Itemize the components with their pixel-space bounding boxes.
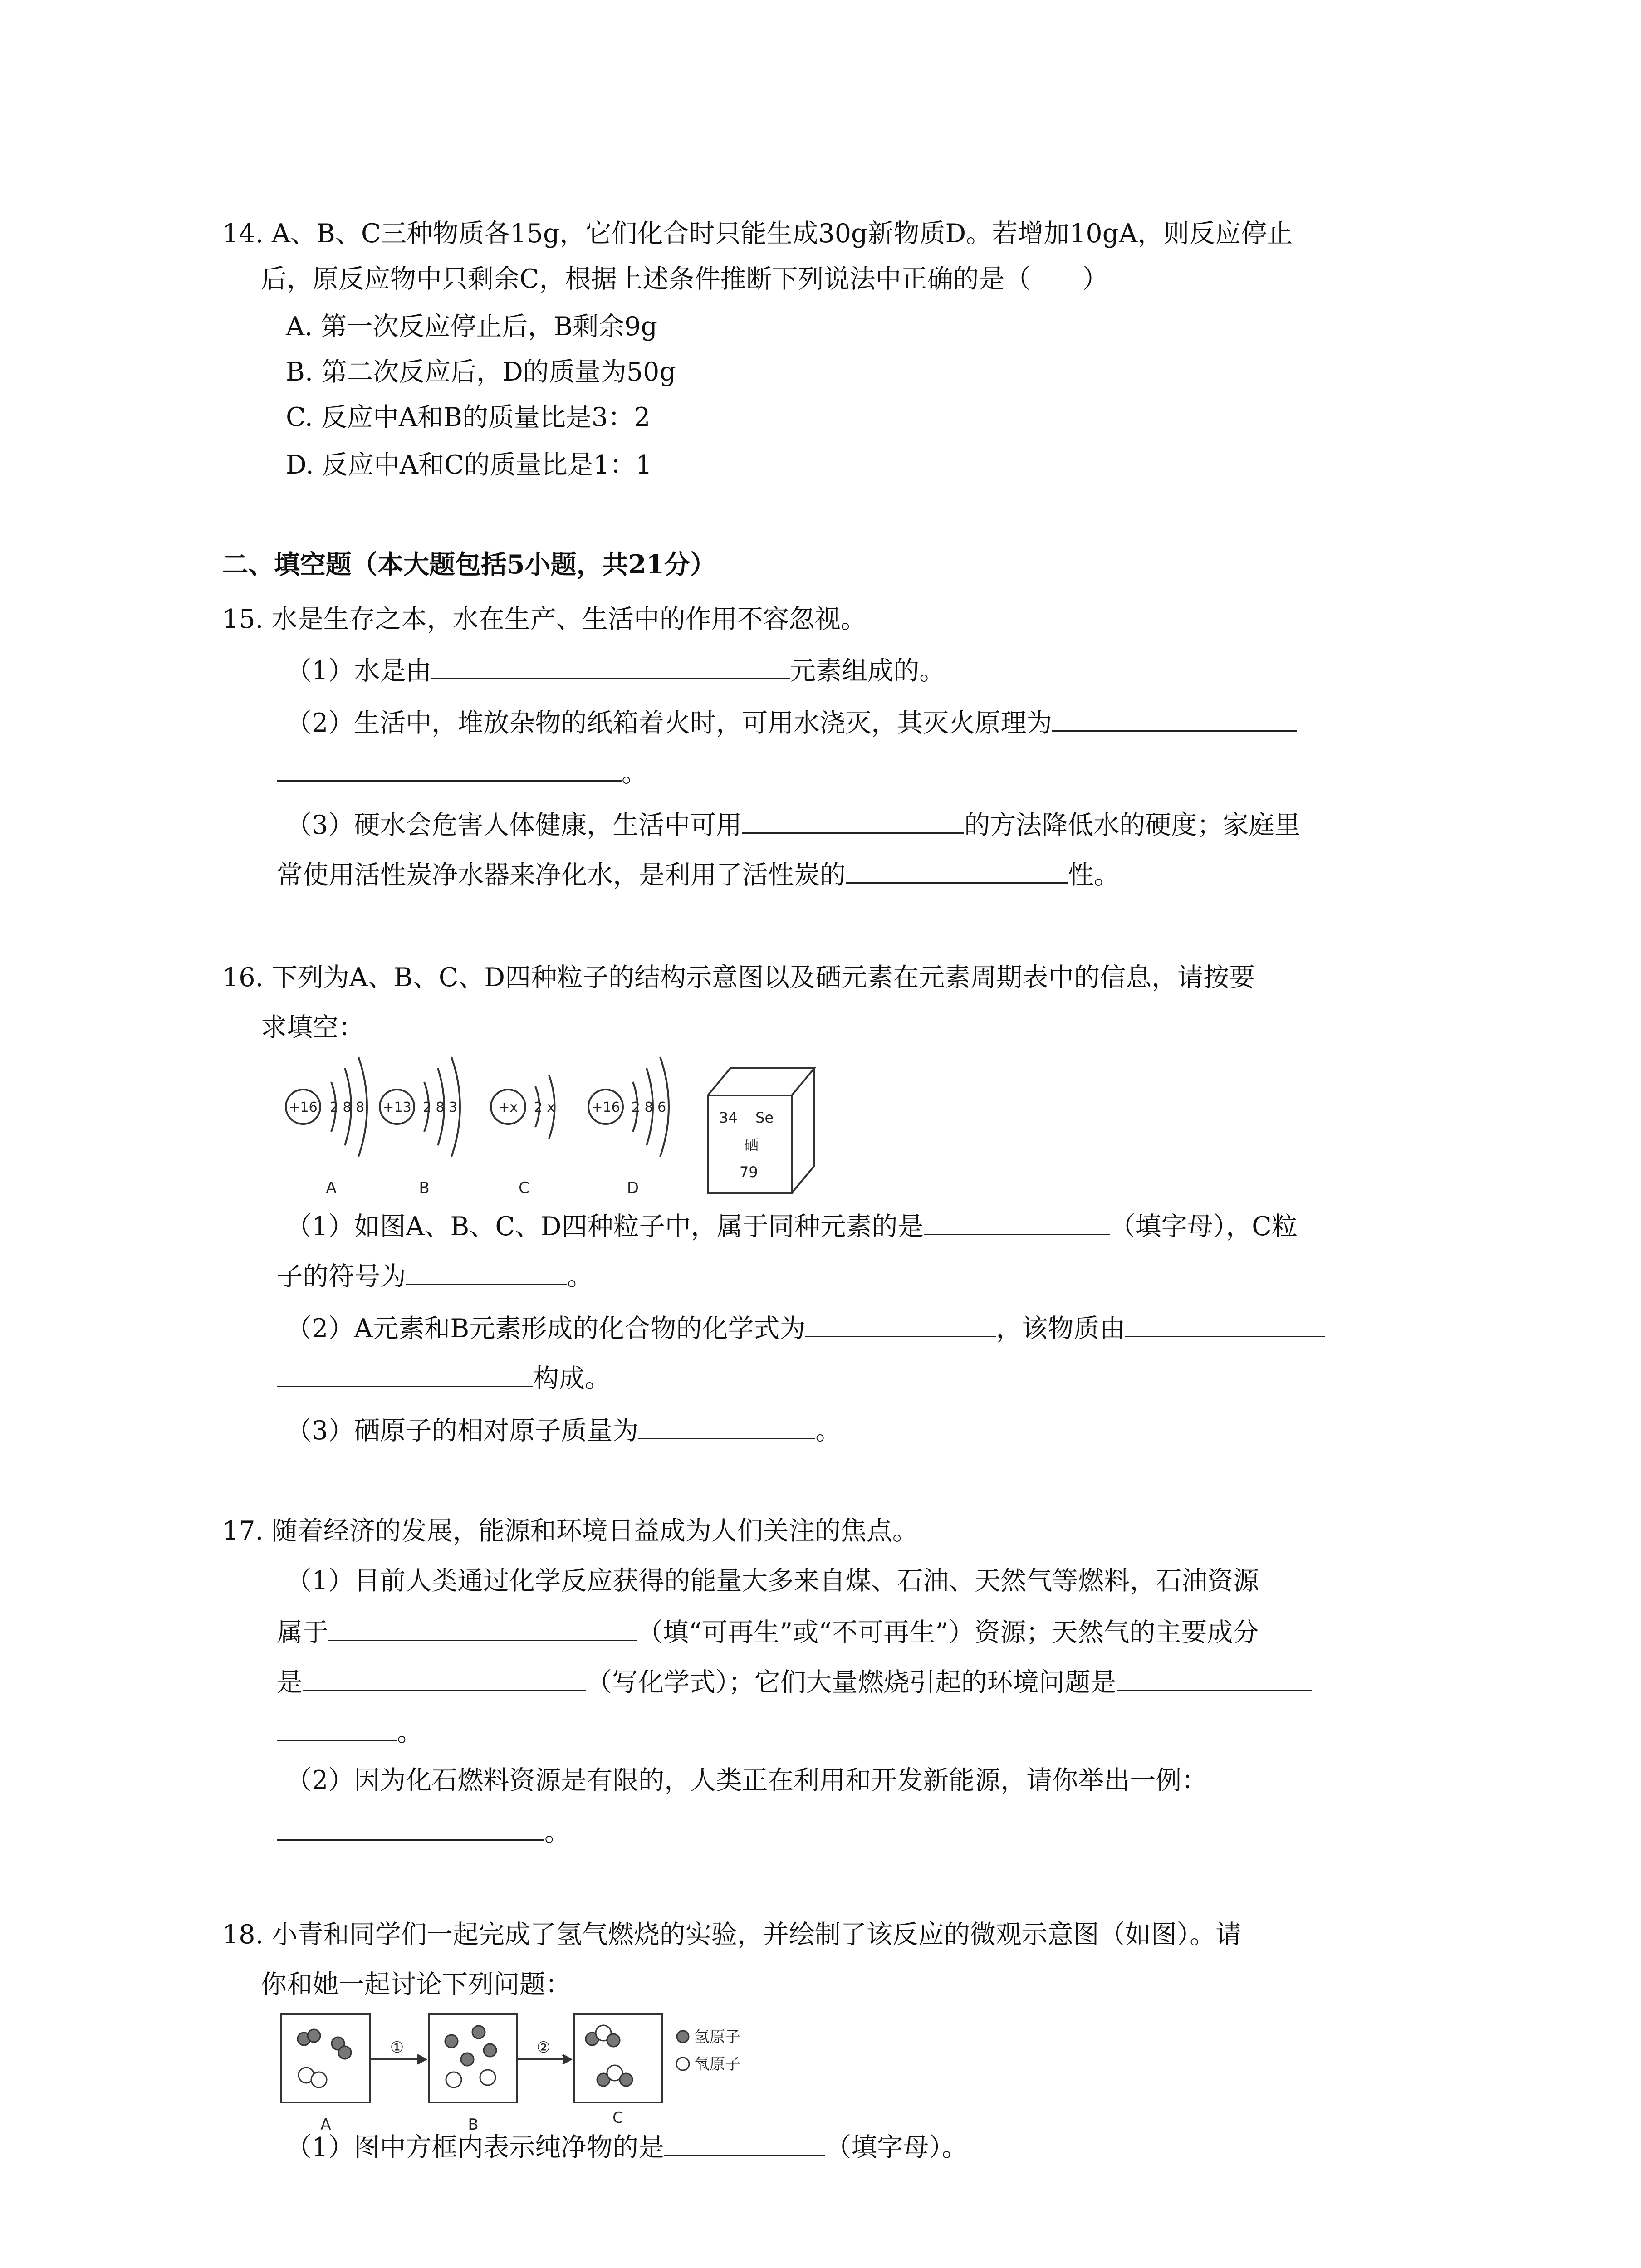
q15-stem: 15. 水是生存之本，水在生产、生活中的作用不容忽视。 [222,604,867,634]
particle-d-label: D [627,1179,639,1197]
q15-blank-2a[interactable] [1052,703,1297,732]
q15-part2-cont [277,753,647,791]
q18-blank-1[interactable] [664,2127,825,2156]
q16-p1-text-b: （填字母），C粒 [1109,1212,1298,1242]
q16-blank-3[interactable] [805,1309,996,1337]
q16-p1-text-c: 子的符号为 [277,1261,406,1291]
q18-stem-line1: 18. 小青和同学们一起完成了氢气燃烧的实验，并绘制了该反应的微观示意图（如图）。请 [222,1920,1242,1950]
q16-p1-text-d: 。 [567,1261,593,1291]
particle-b-nucleus: +13 [382,1100,411,1115]
particle-d-shells: 2 8 6 [631,1100,666,1115]
q16-blank-4b[interactable] [277,1359,533,1387]
q15-blank-4[interactable] [846,855,1068,884]
particle-d-nucleus: +16 [591,1100,620,1115]
q16-part1 [286,1207,1298,1245]
step-2-label: ② [536,2038,551,2057]
q16-blank-2[interactable] [406,1256,567,1285]
q15-blank-2b[interactable] [277,753,622,782]
q15-p3-text-c: 常使用活性炭净水器来净化水，是利用了活性炭的 [277,860,846,890]
q16-part2 [286,1309,1325,1347]
box-a [281,2014,370,2102]
particle-a-shells: 2 8 8 [329,1100,365,1115]
q15-p1-text-a: （1）水是由 [286,656,432,686]
q17-part1-cont3 [277,1712,423,1750]
q15-part3 [286,805,1300,843]
legend-oxygen: 氧原子 [694,2055,740,2073]
q16-blank-5[interactable] [638,1411,815,1439]
element-number: 34 [719,1109,738,1126]
q17-blank-3b[interactable] [277,1712,397,1741]
q17-blank-4[interactable] [277,1812,544,1841]
particle-b-shells: 2 8 3 [422,1100,458,1115]
q16-part3 [286,1411,841,1449]
q16-p2-text-b: ，该物质由 [996,1314,1126,1344]
q17-p2-text-b: 。 [544,1817,570,1847]
box-c [574,2014,662,2102]
q17-part1-cont2 [277,1662,1312,1701]
q15-part2 [286,703,1297,741]
q17-stem: 17. 随着经济的发展，能源和环境日益成为人们关注的焦点。 [222,1516,918,1546]
q16-blank-1[interactable] [924,1207,1110,1235]
q17-part1-cont1 [277,1613,1259,1651]
particle-a-nucleus: +16 [289,1100,318,1115]
q18-p1-text-a: （1）图中方框内表示纯净物的是 [286,2132,665,2162]
q17-blank-1[interactable] [328,1613,637,1641]
q14-option-c: C. 反应中A和B的质量比是3：2 [286,402,651,432]
q17-p1-text-f: 。 [397,1717,423,1747]
q15-p3-text-a: （3）硬水会危害人体健康，生活中可用 [286,810,742,840]
q17-part2-cont [277,1812,570,1850]
element-mass: 79 [740,1163,758,1181]
q16-p1-text-a: （1）如图A、B、C、D四种粒子中，属于同种元素的是 [286,1212,924,1242]
q14-option-a: A. 第一次反应停止后，B剩余9g [286,312,658,342]
element-name: 硒 [744,1136,759,1154]
box-a-label: A [320,2116,331,2134]
q16-p3-text-a: （3）硒原子的相对原子质量为 [286,1416,639,1446]
q17-blank-2[interactable] [303,1662,586,1691]
particle-c-nucleus: +x [498,1100,518,1115]
q16-part2-cont [277,1359,611,1397]
q15-blank-3[interactable] [742,805,964,834]
q16-p2-text-c: 构成。 [533,1364,611,1393]
q14-option-d: D. 反应中A和C的质量比是1：1 [286,450,652,480]
q15-p2-text-a: （2）生活中，堆放杂物的纸箱着火时，可用水浇灭，其灭火原理为 [286,708,1053,738]
q16-blank-4a[interactable] [1125,1309,1325,1337]
box-c-label: C [612,2109,623,2127]
particle-c-label: C [519,1179,529,1197]
q18-stem-line2: 你和她一起讨论下列问题： [261,1970,571,1999]
q16-p2-text-a: （2）A元素和B元素形成的化合物的化学式为 [286,1314,806,1344]
q18-p1-text-b: （填字母）。 [825,2132,968,2162]
q15-part3-cont [277,855,1120,893]
legend-hydrogen: 氢原子 [694,2028,740,2046]
step-1-label: ① [390,2038,404,2057]
q17-p1-text-c: （填“可再生”或“不可再生”）资源；天然气的主要成分 [637,1618,1259,1647]
q17-p1-text-b: 属于 [277,1618,328,1647]
element-symbol: Se [755,1109,774,1126]
particle-c-shells: 2 x [534,1100,555,1115]
particle-a-label: A [326,1179,337,1197]
q16-part1-cont [277,1256,593,1295]
q16-stem-line1: 16. 下列为A、B、C、D四种粒子的结构示意图以及硒元素在元素周期表中的信息，请按要 [222,963,1255,992]
q15-p2-text-b: 。 [622,758,647,788]
q17-p1-text-d: 是 [277,1667,303,1697]
q15-p3-text-b: 的方法降低水的硬度；家庭里 [964,810,1301,840]
q17-p1-text-e: （写化学式）；它们大量燃烧引起的环境问题是 [586,1667,1117,1697]
q18-part1 [286,2127,968,2165]
box-b-label: B [468,2116,479,2134]
q16-stem-line2: 求填空： [261,1012,364,1042]
q14-option-b: B. 第二次反应后，D的质量为50g [286,357,676,387]
q15-blank-1[interactable] [431,651,790,679]
q17-blank-3a[interactable] [1117,1662,1312,1691]
q16-p3-text-b: 。 [815,1416,842,1446]
q15-part1 [286,651,945,689]
q14-stem-line1: 14. A、B、C三种物质各15g，它们化合时只能生成30g新物质D。若增加10gA，则反应停止 [222,219,1293,249]
q15-p1-text-b: 元素组成的。 [790,656,945,686]
particle-b-label: B [419,1179,430,1197]
section-heading: 二、填空题（本大题包括5小题，共21分） [222,549,716,580]
q17-part1: （1）目前人类通过化学反应获得的能量大多来自煤、石油、天然气等燃料，石油资源 [286,1566,1259,1596]
q15-p3-text-d: 性。 [1068,860,1120,890]
q17-part2: （2）因为化石燃料资源是有限的，人类正在利用和开发新能源，请你举出一例： [286,1765,1208,1795]
q14-stem-line2: 后，原反应物中只剩余C，根据上述条件推断下列说法中正确的是（ ） [261,264,1108,294]
